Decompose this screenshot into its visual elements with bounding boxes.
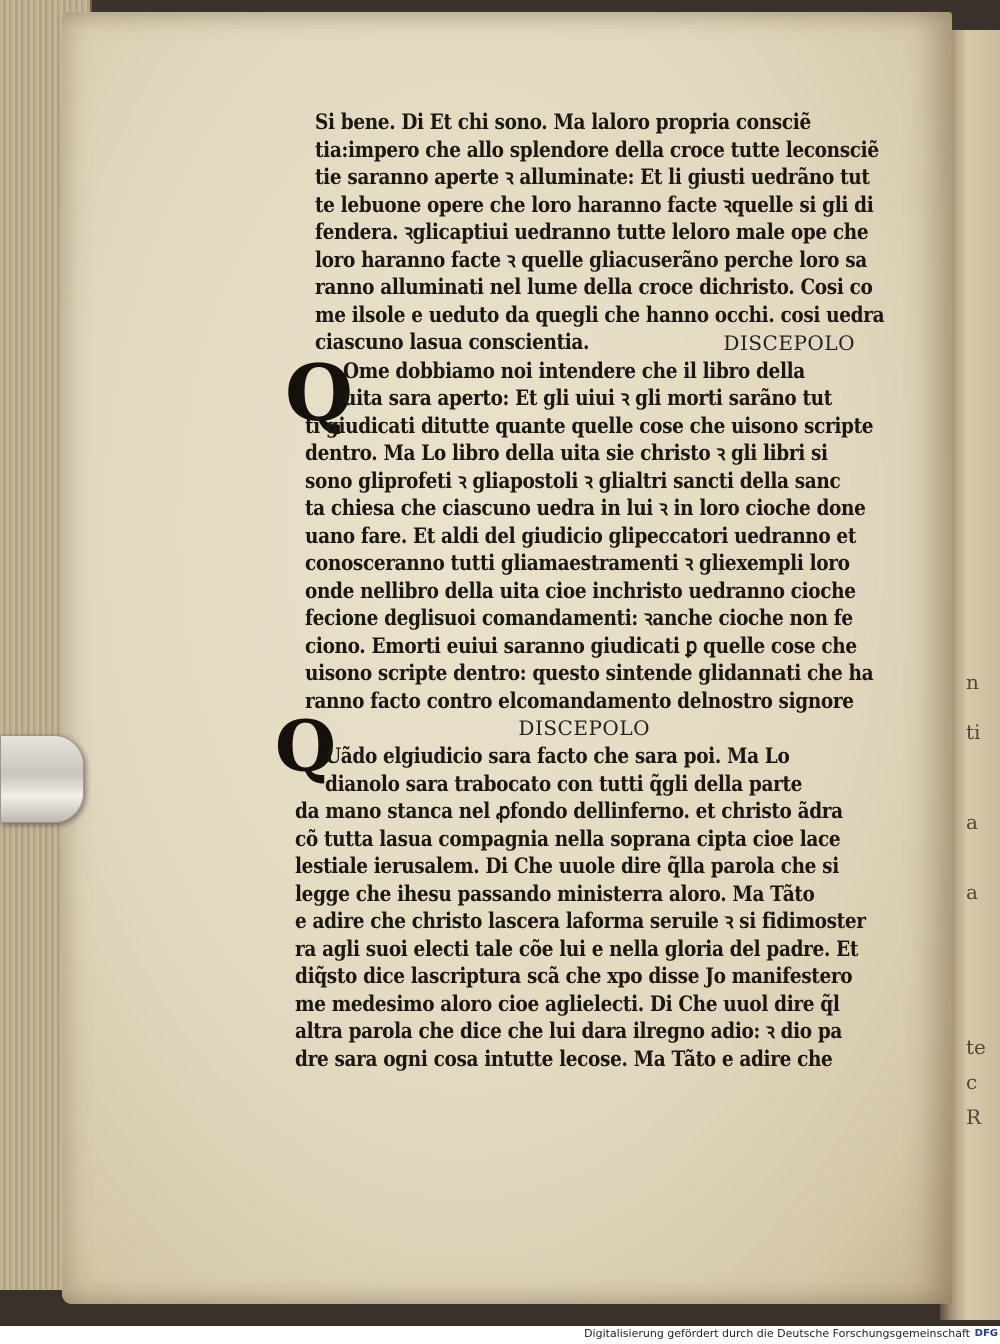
paragraph-3 — [275, 705, 875, 1072]
text-line: legge che ihesu passando ministerra aloro. Ma Tãto — [295, 880, 815, 906]
dfg-logo: DFG — [974, 1328, 998, 1339]
text-line: Ome dobbiamo noi intendere che il libro della — [343, 357, 805, 383]
right-page-fragment: a — [966, 880, 978, 904]
paragraph-2 — [285, 329, 875, 715]
text-line: fecione deglisuoi comandamenti: ꝛanche cioche non fe — [305, 605, 853, 630]
right-page-fragment: ti — [966, 720, 981, 744]
text-line: ciascuno lasua conscientia. — [315, 329, 590, 354]
text-line: ranno alluminati nel lume della croce dichristo. Cosi co — [315, 274, 873, 299]
text-line: te lebuone opere che loro haranno facte ꝛquelle si gli di — [315, 191, 874, 217]
footer-bar — [0, 1326, 1000, 1344]
text-line: uisono scripte dentro: questo sintende glidannati che ha — [305, 660, 874, 685]
text-line: ciono. Emorti euiui saranno giudicati ꝑ quelle cose che — [305, 632, 857, 658]
text-line: cõ tutta lasua compagnia nella soprana cipta cioe lace — [295, 825, 841, 851]
text-line: tia:impero che allo splendore della croce tutte leconsciẽ — [315, 136, 879, 162]
text-line: onde nellibro della uita cioe inchristo uedranno cioche — [305, 577, 856, 603]
text-line: da mano stanca nel ꝓfondo dellinferno. et christo ãdra — [295, 798, 843, 823]
text-line: tie saranno aperte ꝛ alluminate: Et li giusti uedrãno tut — [315, 164, 870, 189]
section-heading: DISCEPOLO — [518, 716, 650, 740]
text-line: uano fare. Et aldi del giudicio glipeccatori uedranno et — [305, 522, 857, 548]
text-line: ranno facto contro elcomandamento delnostro signore — [305, 687, 854, 713]
text-line: ra agli suoi electi tale cõe lui e nella gloria del padre. Et — [295, 935, 859, 961]
text-line: lestiale ierusalem. Di Che uuole dire q̃lla parola che si — [295, 853, 839, 878]
text-line: ti giudicati ditutte quante quelle cose che uisono scripte — [305, 412, 874, 438]
text-line: dentro. Ma Lo libro della uita sie christo ꝛ gli libri si — [305, 440, 828, 465]
text-line: altra parola che dice che lui dara ilregno adio: ꝛ dio pa — [295, 1018, 843, 1043]
text-line: Uãdo elgiudicio sara facto che sara poi. Ma Lo — [325, 743, 790, 768]
right-page-fragment: R — [966, 1105, 982, 1129]
section-heading: DISCEPOLO — [723, 330, 855, 355]
funding-notice: Digitalisierung gefördert durch die Deutsche Forschungsgemeinschaft — [584, 1327, 970, 1340]
right-page-fragment: te — [966, 1035, 986, 1059]
text-line: conosceranno tutti gliamaestramenti ꝛ gliexempli loro — [305, 550, 850, 575]
drop-initial: Q — [275, 705, 336, 788]
page-text — [275, 108, 885, 1072]
paragraph-1 — [315, 108, 885, 356]
right-page-fragment: a — [966, 810, 978, 834]
text-line: uita sara aperto: Et gli uiui ꝛ gli morti sarãno tut — [343, 385, 832, 410]
text-line: fendera. ꝛglicaptiui uedranno tutte leloro male ope che — [315, 219, 869, 244]
text-line: me ilsole e ueduto da quegli che hanno occhi. cosi uedra — [315, 301, 885, 327]
text-line: e adire che christo lascera laforma seruile ꝛ si fidimoster — [295, 908, 866, 933]
text-line: diq̃sto dice lascriptura scã che xpo disse Jo manifestero — [295, 963, 853, 988]
text-line: Si bene. Di Et chi sono. Ma laloro propria consciẽ — [315, 109, 811, 134]
drop-initial: Q — [285, 347, 353, 439]
right-page-fragment: n — [966, 670, 979, 694]
text-line: ta chiesa che ciascuno uedra in lui ꝛ in loro cioche done — [305, 495, 866, 520]
text-line: loro haranno facte ꝛ quelle gliacuserãno perche loro sa — [315, 246, 867, 272]
text-line: me medesimo aloro cioe aglielecti. Di Che uuol dire q̃l — [295, 990, 840, 1016]
right-page-fragment: c — [966, 1070, 978, 1094]
text-line: dianolo sara trabocato con tutti q̃gli della parte — [325, 770, 803, 796]
page-holder-clip — [0, 735, 84, 823]
text-line: sono gliprofeti ꝛ gliapostoli ꝛ glialtri sancti della sanc — [305, 467, 841, 493]
text-line: dre sara ogni cosa intutte lecose. Ma Tãto e adire che — [295, 1045, 833, 1071]
